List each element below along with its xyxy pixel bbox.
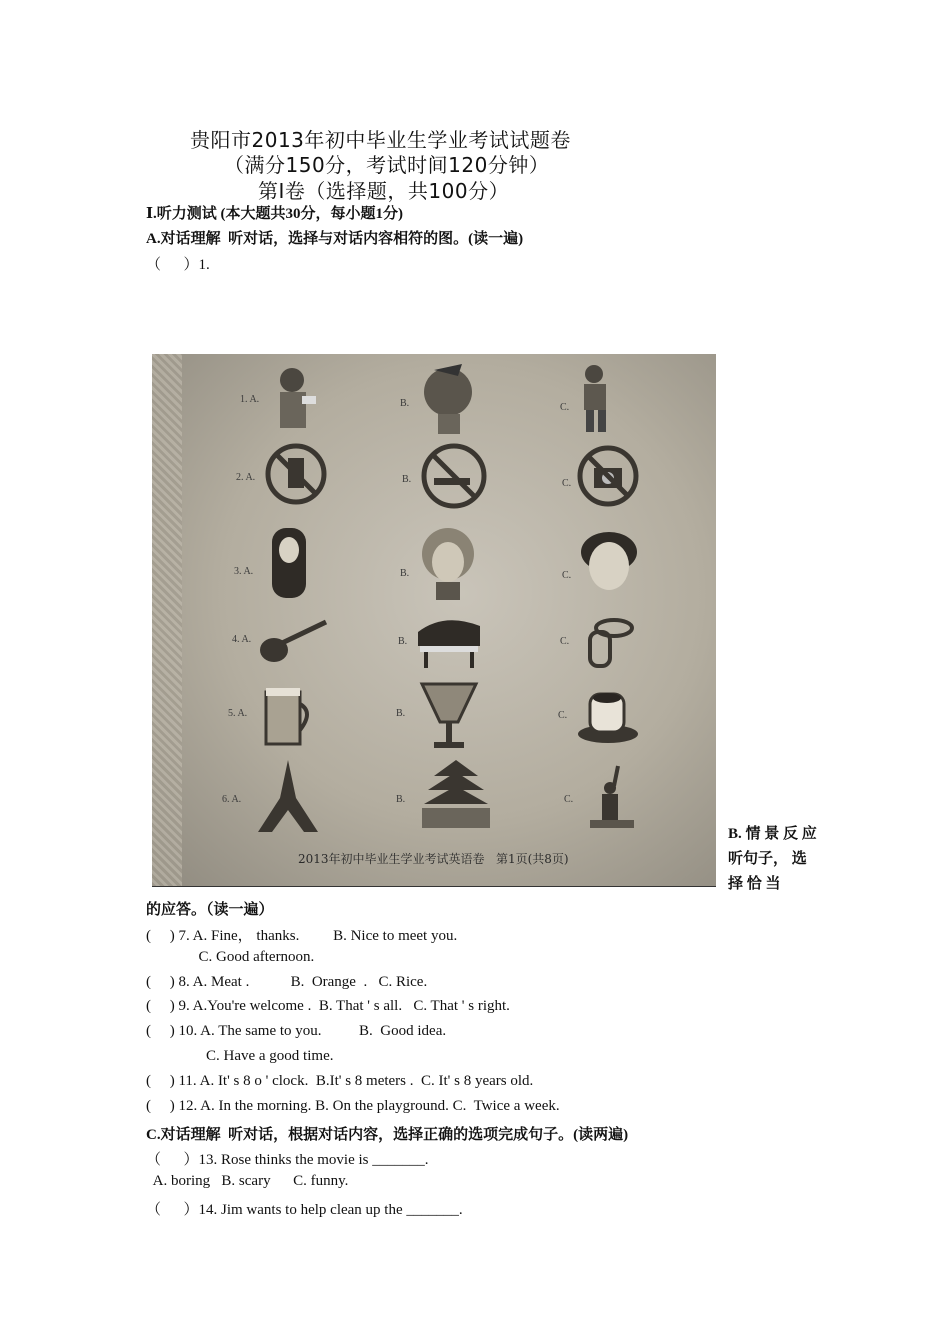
exam-page-photo (152, 354, 716, 887)
tuba-icon (576, 616, 636, 670)
beer-mug-icon (258, 684, 318, 750)
part-b-heading-cont: 的应答。（读一遍） (146, 902, 274, 918)
exam-score-time: （满分150分，考试时间120分钟） (224, 153, 550, 177)
eiffel-tower-icon (248, 758, 328, 834)
short-hair-boy-icon (576, 526, 642, 602)
question-7-option-c: C. Good afternoon. (146, 949, 315, 965)
sick-boy-icon (414, 358, 484, 438)
question-1: （ ）1. (146, 257, 210, 273)
curly-hair-woman-icon (416, 524, 480, 602)
photo-edge-strip (152, 354, 182, 886)
no-phone-sign-icon (264, 442, 328, 506)
row1-label-b: B. (400, 398, 410, 409)
stomachache-boy-icon (572, 360, 622, 436)
row4-label-c: C. (560, 636, 570, 647)
row5-label-b: B. (396, 708, 406, 719)
volume-title: 第Ⅰ卷（选择题，共100分） (258, 179, 510, 203)
part-a-heading: A.对话理解 听对话，选择与对话内容相符的图。(读一遍) (146, 231, 524, 247)
coffee-cup-icon (576, 680, 640, 746)
question-9: ( ) 9. A.You're welcome . B. That ' s all. C. That ' s right. (146, 998, 510, 1014)
question-11: ( ) 11. A. It' s 8 o ' clock. B.It' s 8 meters . C. It' s 8 years old. (146, 1073, 534, 1089)
row2-label-c: C. (562, 478, 572, 489)
long-hair-girl-icon (262, 524, 318, 604)
row6-label-a: 6. A. (222, 794, 242, 805)
row6-label-c: C. (564, 794, 574, 805)
question-7: ( ) 7. A. Fine， thanks. B. Nice to meet you. (146, 928, 458, 944)
part-b-heading-side: B. 情 景 反 应 听句子， 选 择 恰 当 (728, 826, 817, 892)
row3-label-a: 3. A. (234, 566, 254, 577)
row6-label-b: B. (396, 794, 406, 805)
row3-label-b: B. (400, 568, 410, 579)
row4-label-a: 4. A. (232, 634, 252, 645)
row2-label-b: B. (402, 474, 412, 485)
row4-label-b: B. (398, 636, 408, 647)
photo-page-footer: 2013年初中毕业生学业考试英语卷 第1页(共8页) (298, 852, 569, 866)
piano-icon (414, 612, 484, 670)
row5-label-c: C. (558, 710, 568, 721)
no-smoking-sign-icon (420, 442, 488, 510)
question-13: （ ）13. Rose thinks the movie is _______. (146, 1152, 429, 1168)
tea-glass-icon (418, 674, 480, 752)
exam-title: 贵阳市2013年初中毕业生学业考试试题卷 (190, 128, 571, 152)
temple-of-heaven-icon (418, 758, 494, 834)
guitar-icon (256, 616, 332, 668)
question-10: ( ) 10. A. The same to you. B. Good idea. (146, 1023, 447, 1039)
question-12: ( ) 12. A. In the morning. B. On the playground. C. Twice a week. (146, 1098, 560, 1114)
row2-label-a: 2. A. (236, 472, 256, 483)
sneezing-man-icon (264, 362, 324, 434)
row1-label-c: C. (560, 402, 570, 413)
row1-label-a: 1. A. (240, 394, 260, 405)
row3-label-c: C. (562, 570, 572, 581)
statue-of-liberty-icon (584, 762, 644, 830)
question-13-options: A. boring B. scary C. funny. (146, 1173, 349, 1189)
question-10-option-c: C. Have a good time. (146, 1048, 334, 1064)
question-8: ( ) 8. A. Meat . B. Orange . C. Rice. (146, 974, 428, 990)
section-listening-heading: Ⅰ.听力测试 (本大题共30分，每小题1分) (146, 206, 404, 222)
part-c-heading: C.对话理解 听对话，根据对话内容，选择正确的选项完成句子。(读两遍) (146, 1127, 629, 1143)
question-14: （ ）14. Jim wants to help clean up the _______. (146, 1202, 463, 1218)
no-camera-sign-icon (576, 444, 640, 508)
row5-label-a: 5. A. (228, 708, 248, 719)
